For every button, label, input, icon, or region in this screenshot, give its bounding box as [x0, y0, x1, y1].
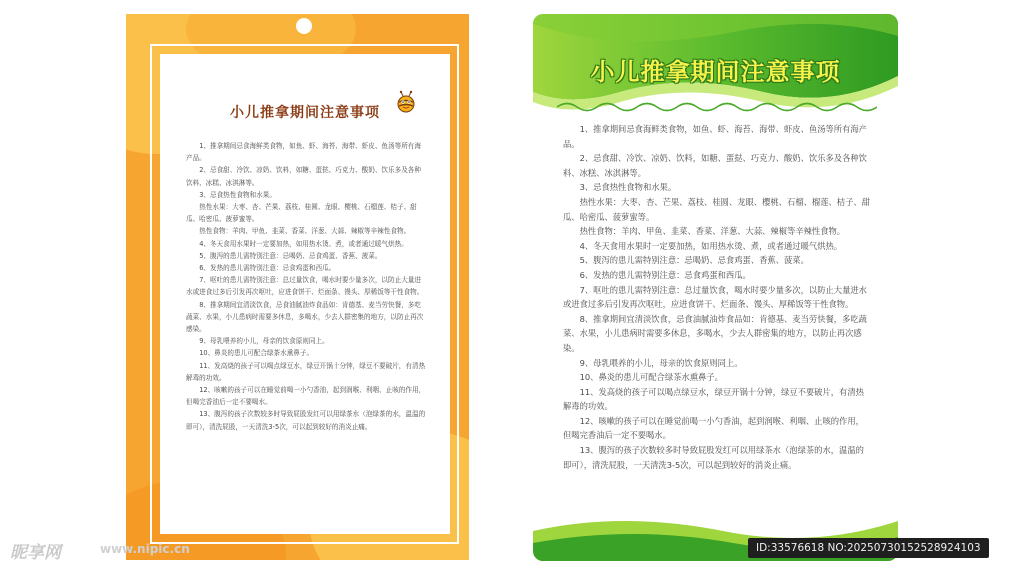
notice-item: 6、发热的患儿需特别注意：忌食鸡蛋和西瓜。 [579, 269, 751, 280]
notice-item: 7、呕吐的患儿需特别注意：总过量饮食，喝水时要少量多次，以防止大量进水或进食过多后引发再次呕吐，应进食饼干、烂面条、馒头、厚稀饭等干性食物。 [186, 276, 424, 297]
notice-item: 5、腹泻的患儿需特别注意：忌喝奶、忌食鸡蛋、香蕉、菠菜。 [199, 251, 382, 260]
notice-text [563, 122, 871, 472]
notice-item: 6、发热的患儿需特别注意：忌食鸡蛋和西瓜。 [199, 264, 336, 273]
notice-item: 9、母乳喂养的小儿，母亲的饮食原则同上。 [579, 357, 743, 368]
notice-item: 3、忌食热性食物和水果。 [199, 190, 276, 199]
notice-text [186, 140, 426, 433]
wave-divider [557, 100, 877, 114]
notice-item: 10、鼻炎的患儿可配合绿茶水熏鼻子。 [579, 372, 723, 383]
notice-item: 热性水果：大枣、杏、芒果、荔枝、桂圆、龙眼、樱桃、石榴莲、桔子、甜瓜、哈密瓜、菠萝蜜等。 [186, 203, 417, 224]
notice-item: 13、腹泻的孩子次数较多时导致屁股发红可以用绿茶水（泡绿茶的水，温温的即可），清洗屁股，一天清洗3-5次，可以起到较好的消炎止痛。 [186, 410, 426, 431]
notice-item: 7、呕吐的患儿需特别注意：总过量饮食，喝水时要少量多次，以防止大量进水或进食过多后引发再次呕吐，应进食饼干、烂面条、馒头、厚稀饭等干性食物。 [563, 284, 867, 310]
notice-item: 热性水果：大枣、杏、芒果、荔枝、桂圆、龙眼、樱桃、石榴、榴莲、桔子、甜瓜、哈密瓜、菠萝蜜等。 [563, 196, 870, 222]
notice-item: 8、推拿期间宜清淡饮食，忌食油腻油炸食品如：肯德基、麦当劳快餐，多吃蔬菜、水果，小儿患病时需要多休息，多喝水，少去人群密集的地方，以防止再次感染。 [186, 300, 424, 334]
decor-dot [296, 18, 312, 34]
notice-item: 9、母乳喂养的小儿，母亲的饮食原则同上。 [199, 337, 329, 346]
notice-item: 2、忌食甜、冷饮、凉奶、饮料，如糖、蛋挞、巧克力、酸奶、饮乐多及各种饮料、冰糕、冰淇淋等。 [563, 153, 867, 178]
watermark-brand: 昵享网 [10, 543, 61, 563]
notice-item: 5、腹泻的患儿需特别注意：忌喝奶、忌食鸡蛋、香蕉、菠菜。 [579, 255, 809, 266]
green-poster [533, 14, 898, 561]
notice-item: 热性食物：羊肉、甲鱼、韭菜、香菜、洋葱、大蒜、辣椒等辛辣性食物。 [579, 226, 846, 237]
notice-item: 12、咳嗽的孩子可以在睡觉前喝一小勺香油，起到润喉、利咽、止咳的作用，但喝完香油后一定不要喝水。 [186, 386, 426, 407]
bee-mascot-icon [394, 90, 418, 114]
notice-item: 热性食物：羊肉、甲鱼、韭菜、香菜、洋葱、大蒜、辣椒等辛辣性食物。 [199, 227, 411, 236]
poster-title: 小儿推拿期间注意事项 [230, 105, 380, 121]
notice-item: 10、鼻炎的患儿可配合绿茶水熏鼻子。 [199, 349, 314, 358]
notice-item: 3、忌食热性食物和水果。 [579, 182, 677, 193]
content-card [160, 54, 450, 534]
notice-item: 13、腹泻的孩子次数较多时导致屁股发红可以用绿茶水（泡绿茶的水，温温的即可），清洗屁股，一天清洗3-5次，可以起到较好的消炎止痛。 [563, 445, 864, 470]
notice-item: 11、发高烧的孩子可以喝点绿豆水，绿豆开锅十分钟，绿豆不要破片，有清热解毒的功效。 [563, 386, 864, 412]
notice-item: 8、推拿期间宜清淡饮食，忌食油腻油炸食品如：肯德基、麦当劳快餐，多吃蔬菜、水果，小儿患病时需要多休息，多喝水，少去人群密集的地方，以防止再次感染。 [563, 313, 867, 353]
notice-item: 11、发高烧的孩子可以喝点绿豆水，绿豆开锅十分钟，绿豆不要破片，有清热解毒的功效。 [186, 361, 426, 382]
notice-item: 1、推拿期间忌食海鲜类食物，如鱼、虾、海苔、海带、虾皮、鱼汤等所有海产品。 [563, 124, 867, 149]
orange-poster [126, 14, 469, 560]
notice-item: 1、推拿期间忌食海鲜类食物，如鱼、虾、海苔、海带、虾皮、鱼汤等所有海产品。 [186, 142, 421, 163]
notice-item: 12、咳嗽的孩子可以在睡觉前喝一小勺香油，起到润喉、利咽、止咳的作用，但喝完香油后一定不要喝水。 [563, 415, 864, 441]
poster-title: 小儿推拿期间注意事项 [590, 58, 841, 86]
notice-item: 4、冬天食用水果时一定要加热，如用热水烫、煮，或者通过暖气烘热。 [579, 240, 843, 251]
notice-item: 2、忌食甜、冷饮、凉奶、饮料，如糖、蛋挞、巧克力、酸奶、饮乐多及各种饮料、冰糕、冰淇淋等。 [186, 166, 421, 187]
notice-item: 4、冬天食用水果时一定要加热，如用热水烫、煮，或者通过暖气烘热。 [199, 239, 408, 248]
watermark-url: www.nipic.cn [100, 542, 190, 556]
image-id-label: ID:33576618 NO:20250730152528924103 [748, 538, 989, 558]
